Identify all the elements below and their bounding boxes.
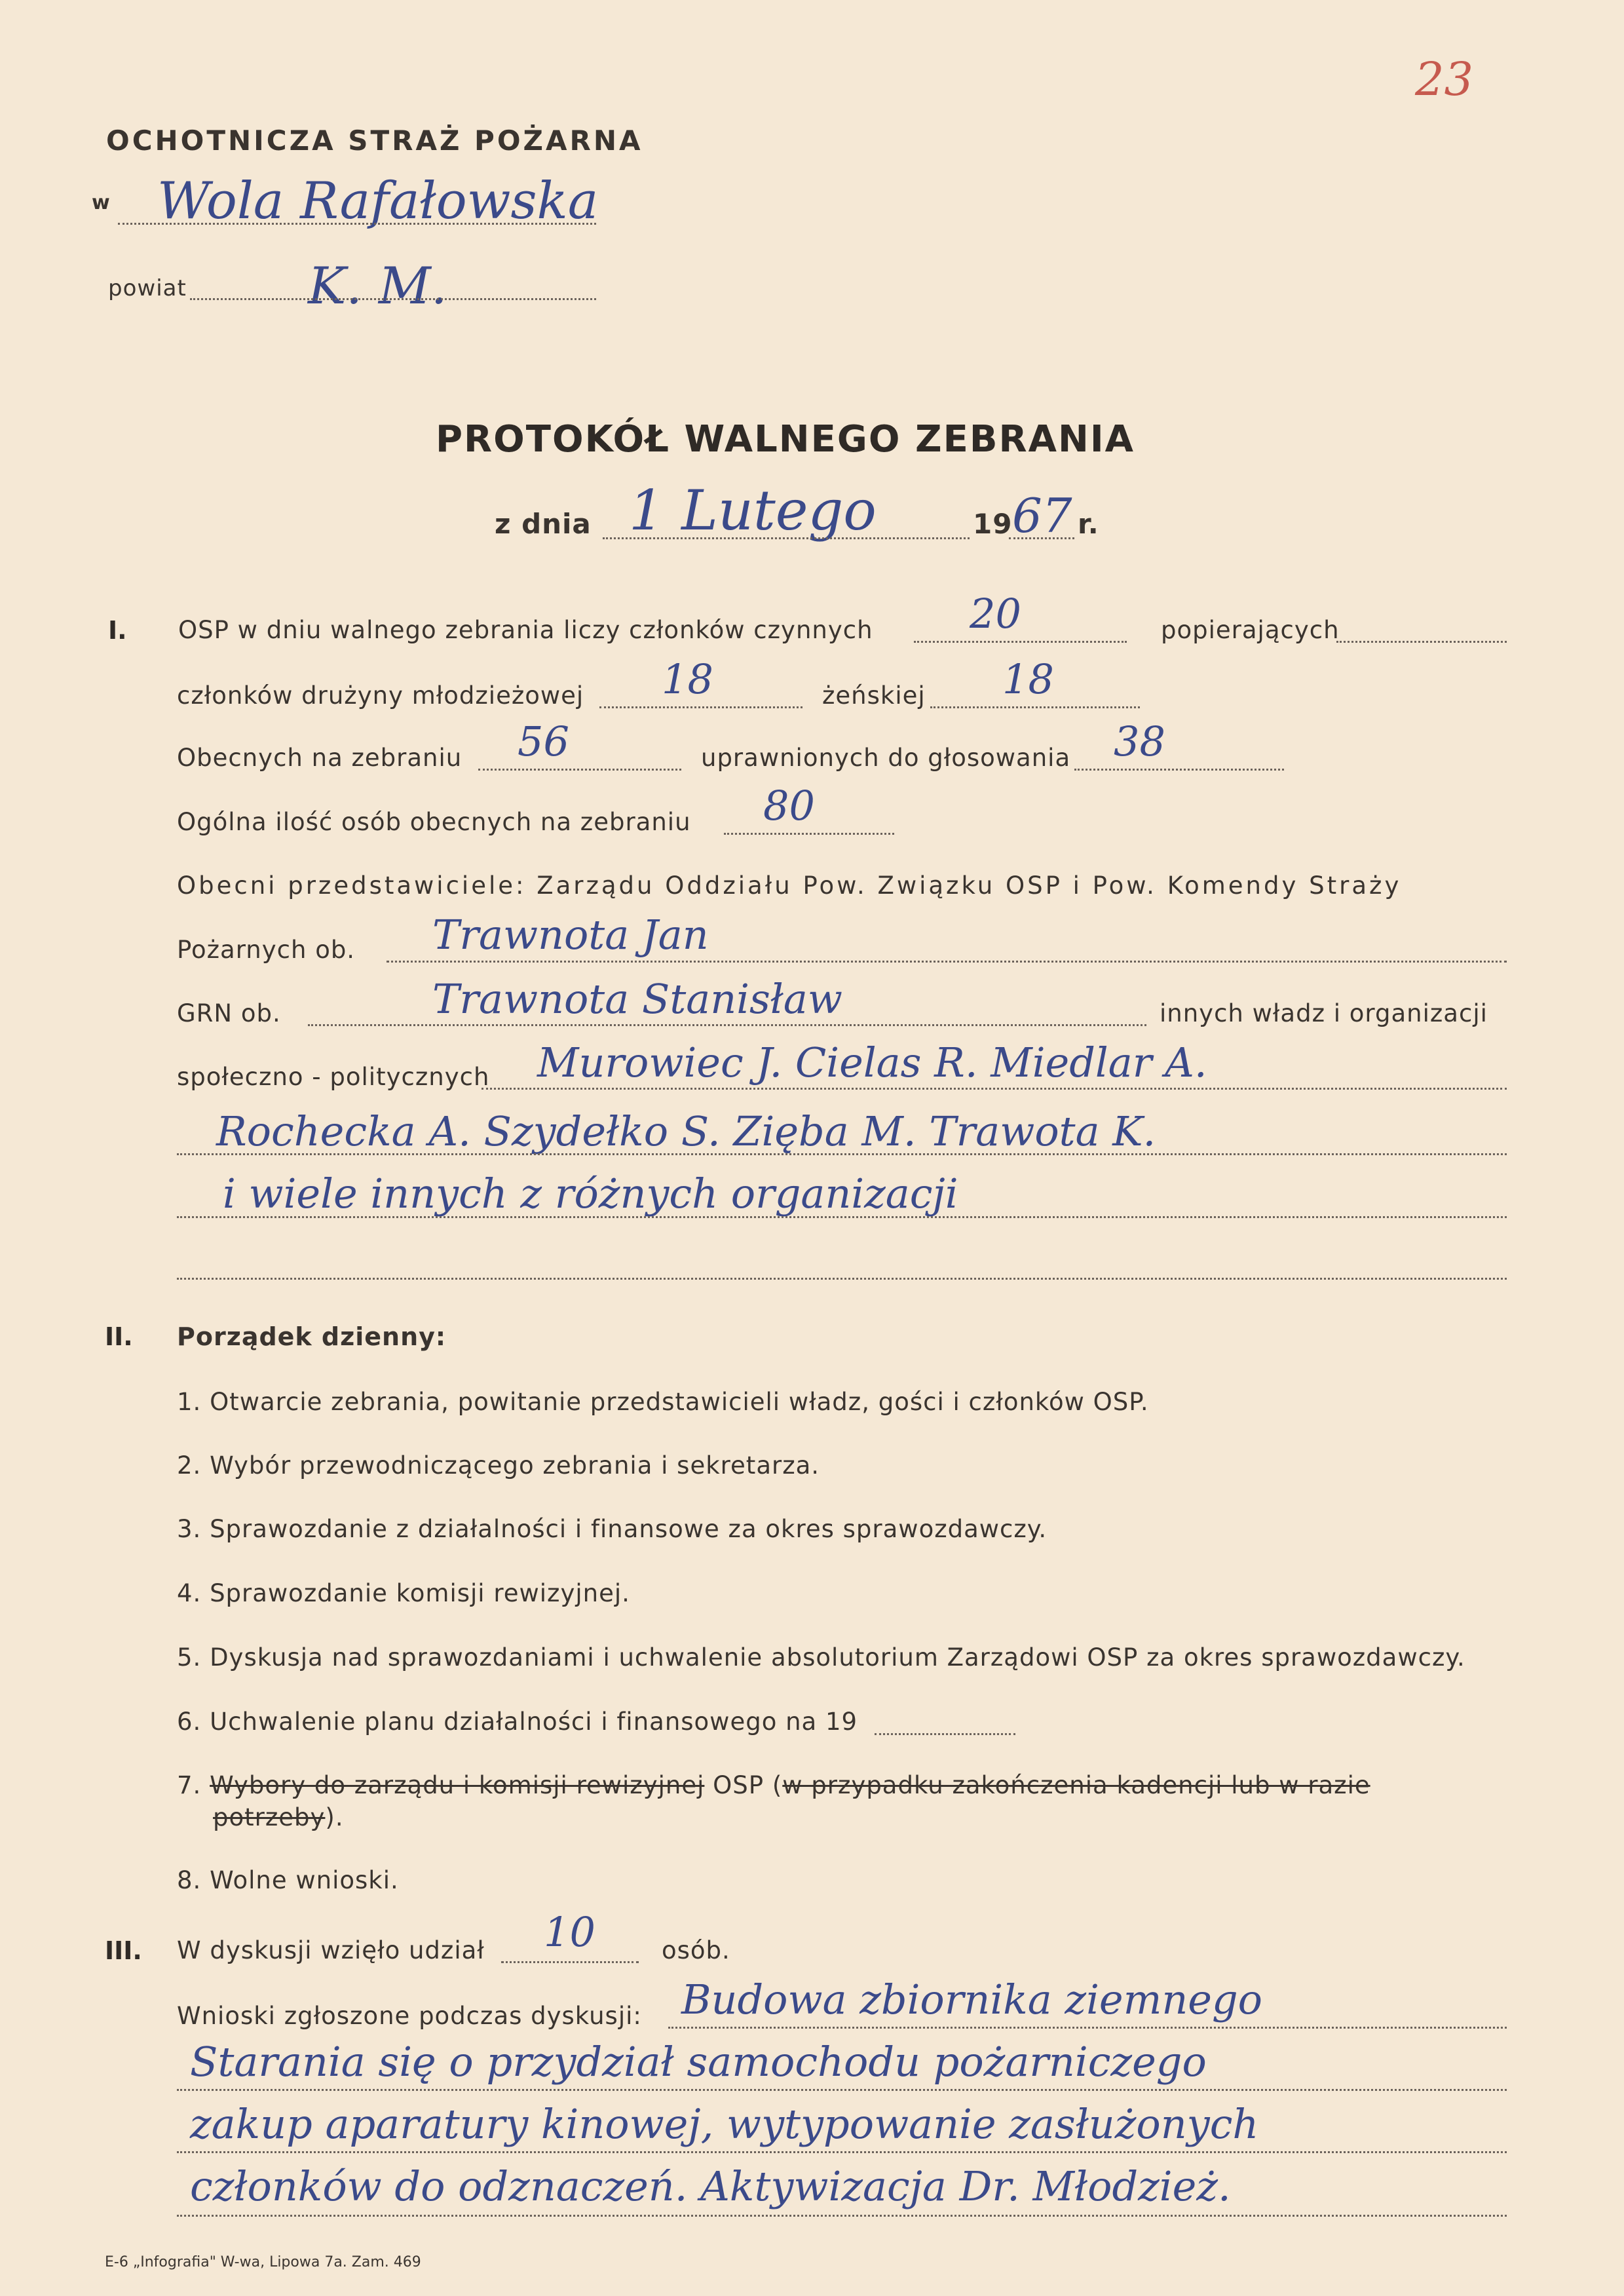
- agenda-item-4: 4. Sprawozdanie komisji rewizyjnej.: [177, 1579, 630, 1607]
- agenda-item-1: 1. Otwarcie zebrania, powitanie przedstawicieli władz, gości i członków OSP.: [177, 1388, 1149, 1416]
- county-handwritten: K. M.: [308, 257, 447, 316]
- active-members: 20: [970, 590, 1021, 638]
- agenda-item-7-struck1: Wybory do zarządu i komisji rewizyjnej: [210, 1771, 705, 1799]
- grn-rep-dotted: [308, 1024, 1146, 1026]
- female-members: 18: [1002, 655, 1054, 703]
- s1-line3a: Obecnych na zebraniu: [177, 744, 463, 772]
- present-dotted: [478, 769, 681, 771]
- place-handwritten: Wola Rafałowska: [157, 172, 599, 231]
- place-dotted-line: [118, 223, 596, 225]
- agenda-6-dotted: [875, 1733, 1015, 1735]
- s1-line1: OSP w dniu walnego zebrania liczy członków czynnych: [178, 616, 873, 644]
- year-dotted-line: [1009, 537, 1074, 539]
- agenda-item-8: 8. Wolne wnioski.: [177, 1866, 399, 1894]
- agenda-item-7-num: 7.: [177, 1771, 202, 1799]
- year-prefix: 19: [973, 508, 1013, 540]
- supporting-dotted: [1336, 641, 1507, 643]
- motion-dotted1: [668, 2027, 1507, 2029]
- motion-dotted4: [177, 2215, 1507, 2217]
- s1-line7b: innych władz i organizacji: [1160, 999, 1488, 1027]
- s3-line2: Wnioski zgłoszone podczas dyskusji:: [177, 2002, 642, 2030]
- others-dotted4: [177, 1278, 1507, 1280]
- agenda-item-7-end: ).: [325, 1803, 344, 1831]
- s1-line5: Obecni przedstawiciele: Zarządu Oddziału Pow. Związku OSP i Pow. Komendy Straży: [177, 871, 1402, 900]
- female-label: żeńskiej: [822, 681, 926, 710]
- others-line1: Murowiec J. Cielas R. Miedlar A.: [537, 1039, 1207, 1086]
- agenda-item-6: 6. Uchwalenie planu działalności i finansowego na 19: [177, 1708, 858, 1736]
- w-prefix: w: [92, 191, 111, 214]
- agenda-item-2: 2. Wybór przewodniczącego zebrania i sekretarza.: [177, 1451, 820, 1480]
- total-count: 80: [763, 782, 815, 830]
- agenda-item-7-struck3: potrzeby: [213, 1803, 326, 1831]
- county-dotted-line: [190, 298, 596, 300]
- footer-imprint: E-6 „Infografia" W-wa, Lipowa 7a. Zam. 469: [105, 2254, 421, 2270]
- section1-numeral: I.: [108, 616, 127, 645]
- discussion-dotted: [501, 1961, 639, 1963]
- date-dotted-line: [603, 537, 970, 539]
- youth-dotted: [599, 706, 803, 708]
- org-name: OCHOTNICZA STRAŻ POŻARNA: [106, 124, 643, 157]
- youth-members: 18: [662, 655, 713, 703]
- s1-line6: Pożarnych ob.: [177, 936, 356, 964]
- page-number: 23: [1415, 52, 1474, 106]
- agenda-item-5: 5. Dyskusja nad sprawozdaniami i uchwalenie absolutorium Zarządowi OSP za okres sprawozdawczy.: [177, 1643, 1465, 1672]
- voting-dotted: [1074, 769, 1284, 771]
- others-line3: i wiele innych z różnych organizacji: [223, 1170, 958, 1217]
- s1-line4: Ogólna ilość osób obecnych na zebraniu: [177, 808, 691, 836]
- s1-line7a: GRN ob.: [177, 999, 281, 1027]
- female-dotted: [930, 706, 1140, 708]
- agenda-item-7-cont: [213, 1803, 344, 1831]
- s3-line1b: osób.: [662, 1936, 730, 1964]
- s1-line8: społeczno - politycznych: [177, 1063, 490, 1091]
- others-dotted2: [177, 1153, 1507, 1155]
- section2-numeral: II.: [105, 1322, 133, 1351]
- others-dotted3: [177, 1216, 1507, 1218]
- grn-rep: Trawnota Stanisław: [432, 975, 842, 1023]
- year-handwritten: 67: [1012, 488, 1072, 543]
- agenda-item-3: 3. Sprawozdanie z działalności i finansowe za okres sprawozdawczy.: [177, 1515, 1048, 1543]
- s3-line1a: W dyskusji wzięło udział: [177, 1936, 485, 1964]
- date-prefix: z dnia: [495, 508, 592, 540]
- fire-rep-dotted: [387, 961, 1507, 963]
- active-dotted: [914, 641, 1127, 643]
- motion-4: członków do odznaczeń. Aktywizacja Dr. Młodzież.: [190, 2162, 1231, 2210]
- s1-line2: członków drużyny młodzieżowej: [177, 681, 584, 710]
- agenda-item-7: [177, 1771, 1370, 1799]
- date-handwritten: 1 Lutego: [629, 478, 877, 543]
- supporting-label: popierających: [1161, 616, 1340, 644]
- others-line2: Rochecka A. Szydełko S. Zięba M. Trawota K.: [216, 1107, 1156, 1155]
- discussion-count: 10: [544, 1908, 595, 1956]
- present-count: 56: [518, 718, 569, 765]
- agenda-item-7-struck2: w przypadku zakończenia kadencji lub w razie: [782, 1771, 1370, 1799]
- year-r: r.: [1078, 508, 1099, 540]
- motion-dotted2: [177, 2089, 1507, 2091]
- motion-2: Starania się o przydział samochodu pożarniczego: [190, 2038, 1207, 2086]
- motion-1: Budowa zbiornika ziemnego: [681, 1976, 1263, 2023]
- page-title: PROTOKÓŁ WALNEGO ZEBRANIA: [436, 418, 1135, 461]
- voting-count: 38: [1114, 718, 1165, 765]
- county-label: powiat: [108, 275, 187, 301]
- agenda-item-7-mid: OSP (: [713, 1771, 783, 1799]
- total-dotted: [724, 833, 894, 835]
- motion-dotted3: [177, 2151, 1507, 2153]
- fire-rep: Trawnota Jan: [432, 911, 709, 959]
- section3-numeral: III.: [105, 1936, 142, 1965]
- s1-line3b: uprawnionych do głosowania: [701, 744, 1071, 772]
- motion-3: zakup aparatury kinowej, wytypowanie zasłużonych: [190, 2100, 1259, 2148]
- others-dotted1: [482, 1088, 1507, 1090]
- agenda-heading: Porządek dzienny:: [177, 1322, 447, 1351]
